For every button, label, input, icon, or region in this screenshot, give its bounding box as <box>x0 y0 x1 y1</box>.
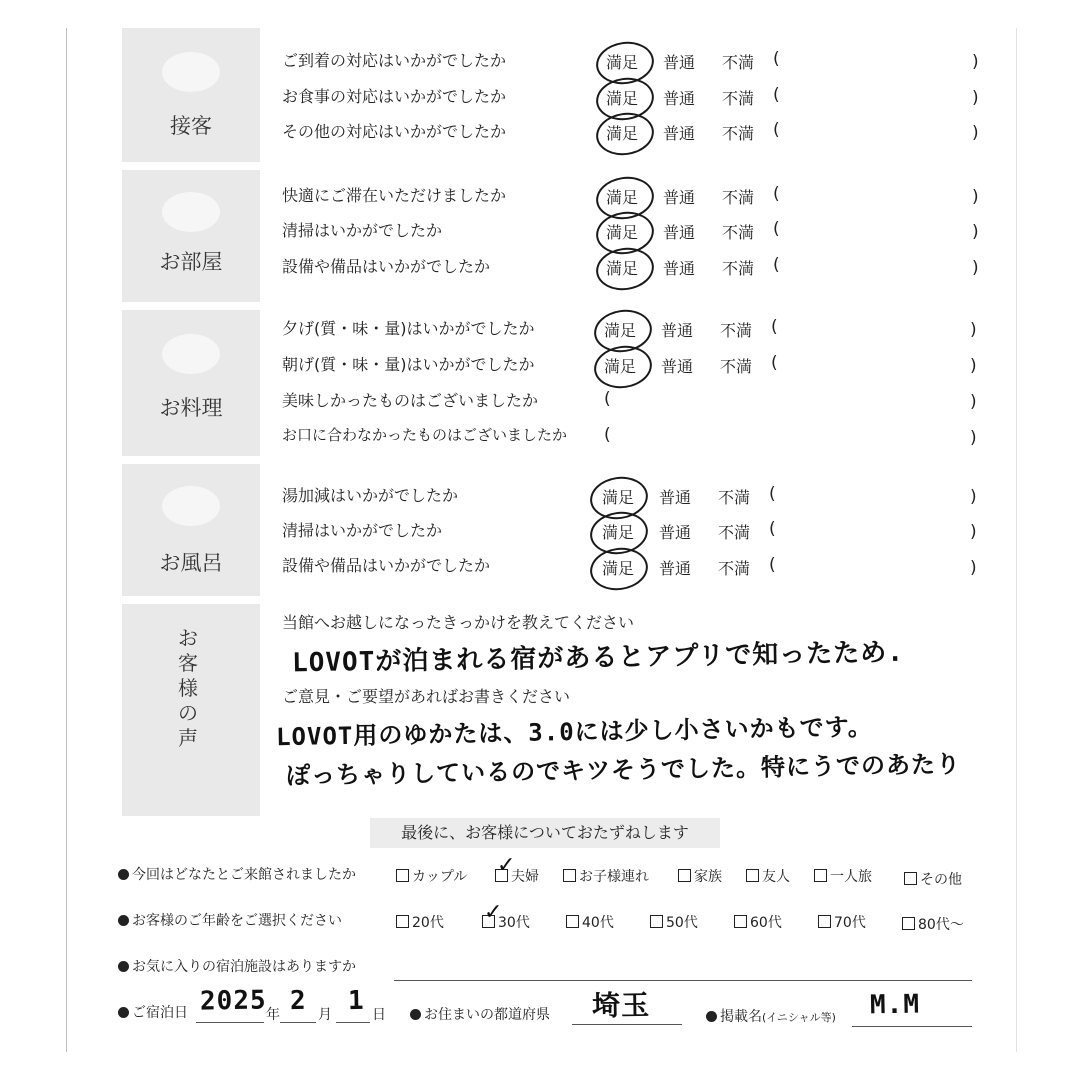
checkbox-icon <box>566 915 579 928</box>
close-paren: ) <box>972 258 979 278</box>
right-border-line <box>1016 28 1017 1052</box>
question-companion <box>118 864 356 884</box>
rating-satisfied[interactable]: 満足 <box>606 259 639 278</box>
open-paren: ( <box>604 425 611 445</box>
checkbox-icon <box>902 917 915 930</box>
rating-satisfied[interactable]: 満足 <box>604 321 637 340</box>
checkbox-icon <box>396 869 409 882</box>
prefecture-value: 埼玉 <box>591 988 651 1023</box>
rating-normal[interactable]: 普通 <box>659 488 692 507</box>
bullet-icon <box>118 1007 129 1018</box>
rating-unsatisfied[interactable]: 不満 <box>718 559 751 578</box>
close-paren: ) <box>970 356 977 376</box>
rating-satisfied[interactable]: 満足 <box>606 89 639 108</box>
close-paren: ) <box>970 522 977 542</box>
rating-satisfied[interactable]: 満足 <box>602 559 635 578</box>
question-favorite-hotel <box>118 956 356 976</box>
option-label: 30代 <box>498 915 530 931</box>
option-label: その他 <box>920 872 962 888</box>
open-paren: ( <box>604 389 611 409</box>
rating-normal[interactable]: 普通 <box>663 188 696 207</box>
question-name-note: (イニシャル等) <box>762 1011 836 1024</box>
rating-satisfied[interactable]: 満足 <box>604 357 637 376</box>
bullet-icon <box>706 1011 717 1022</box>
checkbox-other[interactable] <box>904 869 962 889</box>
rating-normal[interactable]: 普通 <box>663 223 696 242</box>
close-paren: ) <box>970 320 977 340</box>
year-unit: 年 <box>266 1007 280 1023</box>
section-divider <box>122 302 260 310</box>
checkbox-couple[interactable] <box>396 866 467 886</box>
question-stay-date <box>118 1002 188 1022</box>
option-label: 40代 <box>582 915 614 931</box>
section-label-bath: お風呂 <box>159 551 223 575</box>
bullet-icon <box>118 915 129 926</box>
option-label: 家族 <box>694 869 722 885</box>
rating-unsatisfied[interactable]: 不満 <box>722 124 755 143</box>
close-paren: ) <box>972 52 979 72</box>
checkbox-icon <box>650 915 663 928</box>
check-mark-icon: ✓ <box>497 853 516 878</box>
stay-year-value: 2025 <box>199 985 267 1017</box>
selection-circle <box>593 244 656 294</box>
rating-normal[interactable]: 普通 <box>663 124 696 143</box>
bullet-icon <box>118 869 129 880</box>
rating-unsatisfied[interactable]: 不満 <box>722 188 755 207</box>
final-section-title: 最後に、お客様についておたずねします <box>370 818 720 848</box>
month-unit: 月 <box>318 1007 332 1023</box>
handwritten-feedback-line1: LOVOT用のゆかたは、3.0には少し小さいかもです。 <box>275 712 873 752</box>
open-paren: ( <box>769 555 776 575</box>
option-label: 友人 <box>762 869 790 885</box>
open-paren: ( <box>773 219 780 239</box>
rating-satisfied[interactable]: 満足 <box>602 488 635 507</box>
rating-unsatisfied[interactable]: 不満 <box>720 321 753 340</box>
open-paren: ( <box>773 85 780 105</box>
close-paren: ) <box>970 392 977 412</box>
question-favorite-label: お気に入りの宿泊施設はありますか <box>132 959 356 975</box>
question-room-cleaning: 清掃はいかがでしたか <box>282 221 443 240</box>
check-mark-icon: ✓ <box>484 900 503 925</box>
option-label: 80代〜 <box>918 917 964 933</box>
question-companion-label: 今回はどなたとご来館されましたか <box>132 867 356 883</box>
checkbox-icon <box>814 869 827 882</box>
checkbox-icon <box>396 915 409 928</box>
rating-normal[interactable]: 普通 <box>659 559 692 578</box>
option-label: カップル <box>412 869 468 885</box>
option-label: 一人旅 <box>830 869 872 885</box>
option-label: 60代 <box>750 915 782 931</box>
prompt-feedback: ご意見・ご要望があればお書きください <box>282 687 571 706</box>
display-name-value: M.M <box>869 989 921 1021</box>
open-paren: ( <box>771 317 778 337</box>
question-arrival: ご到着の対応はいかがでしたか <box>282 51 507 70</box>
selection-circle <box>587 544 650 594</box>
selection-circle <box>593 109 656 159</box>
checkbox-icon <box>818 915 831 928</box>
question-date-label: ご宿泊日 <box>132 1005 188 1021</box>
bullet-icon <box>118 961 129 972</box>
rating-satisfied[interactable]: 満足 <box>606 53 639 72</box>
question-display-name <box>706 1006 836 1026</box>
section-divider <box>122 162 260 170</box>
question-prefecture <box>410 1004 550 1024</box>
option-label: 70代 <box>834 915 866 931</box>
rating-unsatisfied[interactable]: 不満 <box>722 89 755 108</box>
prompt-trigger: 当館へお越しになったきっかけを教えてください <box>282 613 635 632</box>
question-disliked: お口に合わなかったものはございましたか <box>282 426 568 444</box>
section-label-service: 接客 <box>170 114 212 138</box>
open-paren: ( <box>773 184 780 204</box>
rating-unsatisfied[interactable]: 不満 <box>722 259 755 278</box>
checkbox-age-60s[interactable] <box>734 912 782 932</box>
question-other-service: その他の対応はいかがでしたか <box>282 122 507 141</box>
open-paren: ( <box>771 353 778 373</box>
option-label: 20代 <box>412 915 444 931</box>
decorative-bubble <box>162 192 220 232</box>
checkbox-age-50s[interactable] <box>650 912 698 932</box>
rating-unsatisfied[interactable]: 不満 <box>722 53 755 72</box>
rating-normal[interactable]: 普通 <box>663 259 696 278</box>
question-meal-service: お食事の対応はいかがでしたか <box>282 87 507 106</box>
rating-unsatisfied[interactable]: 不満 <box>718 523 751 542</box>
checkbox-friend[interactable] <box>746 866 790 886</box>
rating-unsatisfied[interactable]: 不満 <box>722 223 755 242</box>
rating-normal[interactable]: 普通 <box>661 321 694 340</box>
checkbox-family[interactable] <box>678 866 722 886</box>
option-label: 夫婦 <box>511 869 539 885</box>
option-label: 50代 <box>666 915 698 931</box>
handwritten-answer-trigger: LOVOTが泊まれる宿があるとアプリで知ったため. <box>291 637 905 679</box>
question-age <box>118 910 342 930</box>
decorative-bubble <box>162 334 220 374</box>
section-divider <box>122 596 260 604</box>
rating-satisfied[interactable]: 満足 <box>606 188 639 207</box>
decorative-bubble <box>162 486 220 526</box>
display-name-field[interactable] <box>852 1026 972 1027</box>
question-comfort: 快適にご滞在いただけましたか <box>282 186 507 205</box>
question-prefecture-label: お住まいの都道府県 <box>424 1007 550 1023</box>
handwritten-feedback-line2: ぽっちゃりしているのでキツそうでした。特にうでのあたり <box>285 750 962 790</box>
stay-year-field[interactable] <box>196 1022 264 1023</box>
close-paren: ) <box>972 88 979 108</box>
rating-satisfied[interactable]: 満足 <box>606 124 639 143</box>
open-paren: ( <box>769 519 776 539</box>
checkbox-icon <box>563 869 576 882</box>
question-name-label: 掲載名 <box>720 1009 762 1025</box>
rating-normal[interactable]: 普通 <box>663 89 696 108</box>
close-paren: ) <box>970 558 977 578</box>
open-paren: ( <box>773 255 780 275</box>
rating-satisfied[interactable]: 満足 <box>602 523 635 542</box>
open-paren: ( <box>773 49 780 69</box>
favorite-hotel-field[interactable] <box>394 980 972 981</box>
rating-normal[interactable]: 普通 <box>663 53 696 72</box>
close-paren: ) <box>972 123 979 143</box>
prefecture-field[interactable] <box>572 1024 682 1025</box>
checkbox-age-40s[interactable] <box>566 912 614 932</box>
option-label: お子様連れ <box>579 869 649 885</box>
open-paren: ( <box>769 484 776 504</box>
close-paren: ) <box>972 222 979 242</box>
question-water-temp: 湯加減はいかがでしたか <box>282 486 459 505</box>
question-room-equipment: 設備や備品はいかがでしたか <box>282 257 491 276</box>
checkbox-icon <box>678 869 691 882</box>
checkbox-icon <box>746 869 759 882</box>
checkbox-icon <box>734 915 747 928</box>
question-bath-cleaning: 清掃はいかがでしたか <box>282 521 443 540</box>
question-bath-equipment: 設備や備品はいかがでしたか <box>282 556 491 575</box>
stay-month-value: 2 <box>289 985 307 1017</box>
stay-month-field[interactable] <box>280 1022 316 1023</box>
bullet-icon <box>410 1009 421 1020</box>
left-border-line <box>66 28 67 1052</box>
checkbox-age-80s[interactable] <box>902 914 964 934</box>
decorative-bubble <box>162 52 220 92</box>
section-label-voice: お客様の声 <box>178 626 198 750</box>
day-unit: 日 <box>372 1007 386 1023</box>
question-breakfast: 朝げ(質・味・量)はいかがでしたか <box>282 355 535 374</box>
rating-normal[interactable]: 普通 <box>661 357 694 376</box>
stay-day-value: 1 <box>347 985 365 1017</box>
rating-unsatisfied[interactable]: 不満 <box>718 488 751 507</box>
rating-unsatisfied[interactable]: 不満 <box>720 357 753 376</box>
stay-day-field[interactable] <box>336 1022 370 1023</box>
open-paren: ( <box>773 120 780 140</box>
checkbox-solo[interactable] <box>814 866 872 886</box>
close-paren: ) <box>970 428 977 448</box>
question-age-label: お客様のご年齢をご選択ください <box>132 913 342 929</box>
checkbox-with-children[interactable] <box>563 866 649 886</box>
checkbox-age-70s[interactable] <box>818 912 866 932</box>
checkbox-icon <box>904 872 917 885</box>
rating-satisfied[interactable]: 満足 <box>606 223 639 242</box>
question-dinner: 夕げ(質・味・量)はいかがでしたか <box>282 319 535 338</box>
question-delicious: 美味しかったものはございましたか <box>282 391 539 410</box>
section-label-food: お料理 <box>159 396 223 420</box>
checkbox-age-20s[interactable] <box>396 912 444 932</box>
rating-normal[interactable]: 普通 <box>659 523 692 542</box>
close-paren: ) <box>970 487 977 507</box>
close-paren: ) <box>972 187 979 207</box>
section-divider <box>122 456 260 464</box>
section-label-room: お部屋 <box>159 250 223 274</box>
selection-circle <box>591 342 654 392</box>
